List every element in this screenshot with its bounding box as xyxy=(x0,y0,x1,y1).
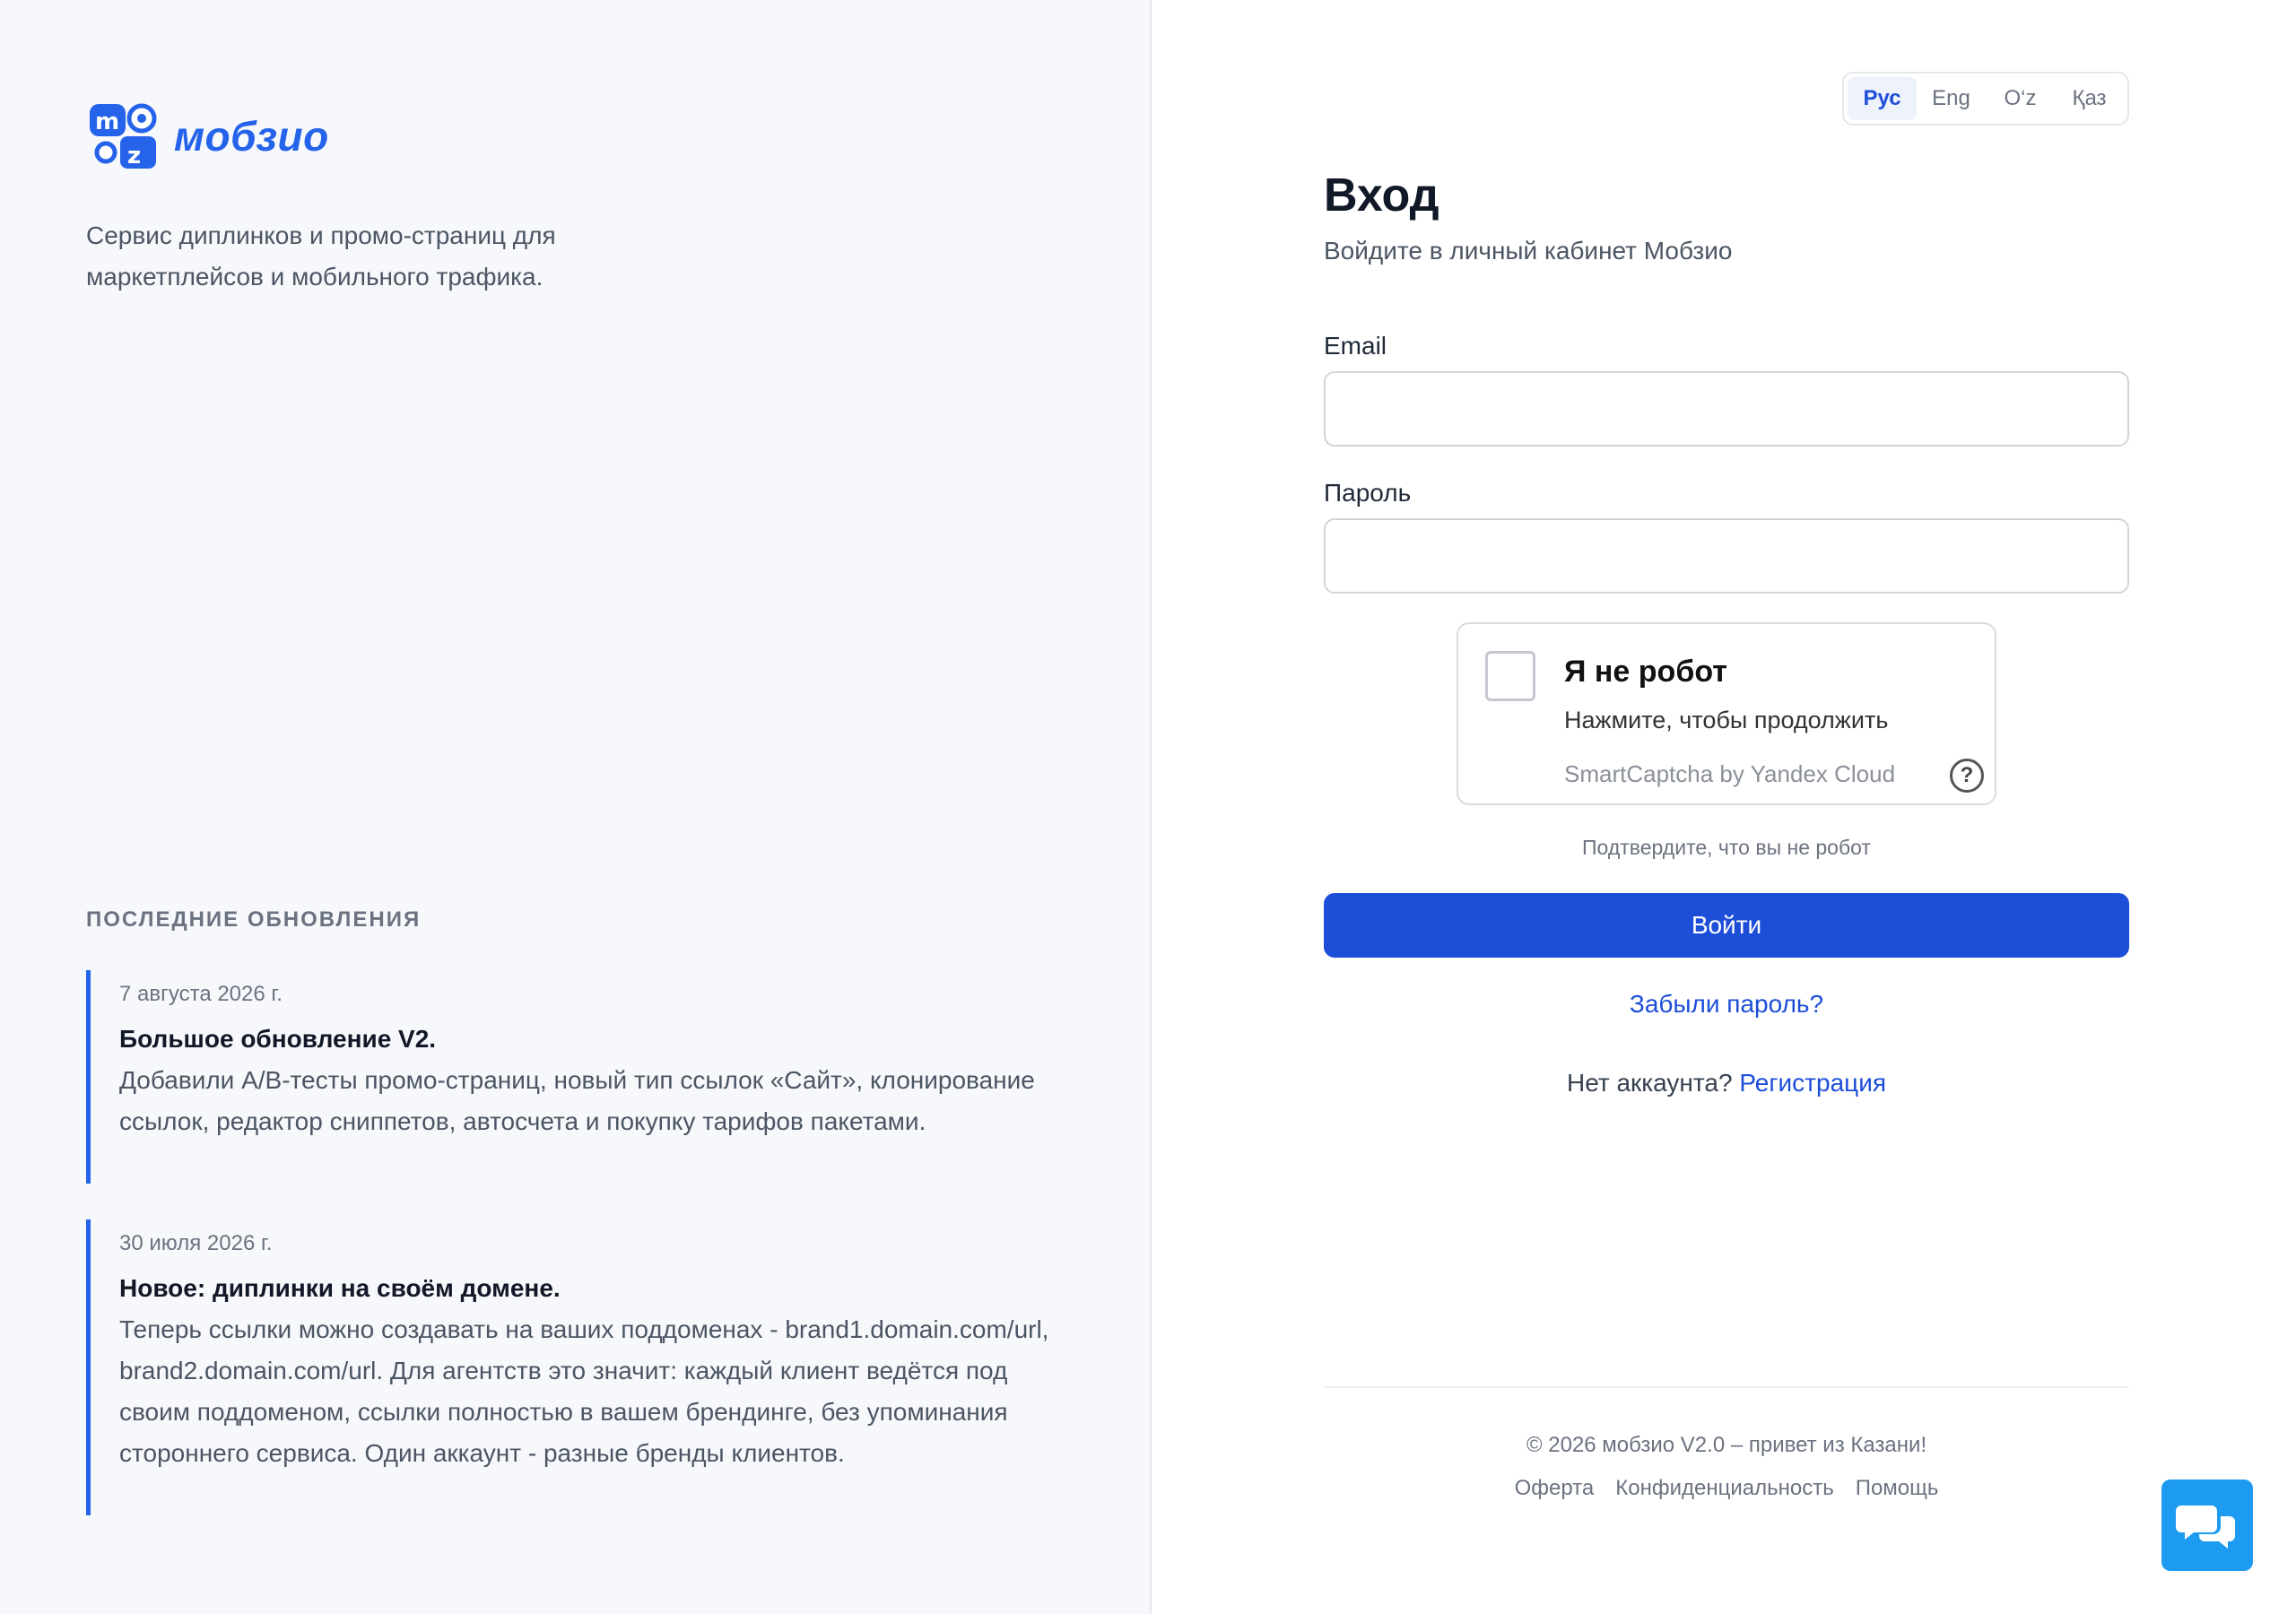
captcha-widget[interactable] xyxy=(1457,622,1996,805)
chat-icon xyxy=(2176,1498,2239,1552)
lang-en[interactable]: Eng xyxy=(1932,86,1970,110)
update-title: Большое обновление V2. xyxy=(119,1025,437,1053)
password-input[interactable] xyxy=(1324,518,2129,594)
logo-text: мобзио xyxy=(174,113,329,160)
svg-text:m: m xyxy=(95,108,120,135)
forgot-password-link[interactable]: Забыли пароль? xyxy=(1629,990,1824,1018)
footer-link-help[interactable]: Помощь xyxy=(1855,1476,1939,1500)
logo-icon xyxy=(86,100,165,172)
email-input[interactable] xyxy=(1324,371,2129,447)
no-account-text: Нет аккаунта? xyxy=(1567,1069,1733,1097)
lang-kz[interactable]: Қаз xyxy=(2072,86,2107,110)
update-item xyxy=(86,970,1055,1184)
captcha-brand: SmartCaptcha by Yandex Cloud xyxy=(1564,760,1896,787)
update-date: 30 июля 2026 г. xyxy=(119,1231,273,1255)
footer-link-offer[interactable]: Оферта xyxy=(1514,1476,1595,1500)
tagline: Сервис диплинков и промо-страниц для маркетплейсов и мобильного трафика. xyxy=(86,221,556,291)
language-switcher xyxy=(1842,72,2129,126)
page-title: Вход xyxy=(1324,169,1439,221)
updates-title: ПОСЛЕДНИЕ ОБНОВЛЕНИЯ xyxy=(86,907,422,932)
lang-uz[interactable]: O‘z xyxy=(2004,86,2037,110)
footer-links xyxy=(1324,1476,2129,1501)
password-label: Пароль xyxy=(1324,479,1412,507)
svg-text:z: z xyxy=(127,143,142,169)
logo[interactable] xyxy=(86,100,329,172)
update-body: Теперь ссылки можно создавать на ваших поддоменах - brand1.domain.com/url, brand2.domain.com/url. Для агентств это значит: каждый клиент ведётся под своим поддоменом, ссылки полностью в вашем брендинге, без упоминания стороннего сервиса. Один аккаунт - разные бренды клиентов. xyxy=(119,1315,1049,1467)
captcha-title: Я не робот xyxy=(1564,655,1727,689)
update-item xyxy=(86,1219,1055,1515)
page-subtitle: Войдите в личный кабинет Мобзио xyxy=(1324,237,1733,265)
captcha-checkbox[interactable] xyxy=(1485,651,1535,701)
login-button[interactable]: Войти xyxy=(1324,893,2129,958)
register-link[interactable]: Регистрация xyxy=(1739,1069,1886,1097)
update-body: Добавили A/B-тесты промо-страниц, новый тип ссылок «Сайт», клонирование ссылок, редактор сниппетов, автосчета и покупку тарифов пакетами. xyxy=(119,1066,1035,1135)
update-date: 7 августа 2026 г. xyxy=(119,982,283,1006)
footer-link-privacy[interactable]: Конфиденциальность xyxy=(1615,1476,1834,1500)
help-icon[interactable]: ? xyxy=(1950,759,1984,793)
update-title: Новое: диплинки на своём домене. xyxy=(119,1274,561,1302)
email-label: Email xyxy=(1324,332,1387,360)
copyright: © 2026 мобзио V2.0 – привет из Казани! xyxy=(1526,1433,1927,1457)
captcha-hint: Подтвердите, что вы не робот xyxy=(1582,836,1871,859)
chat-widget-button[interactable] xyxy=(2161,1480,2253,1571)
captcha-subtitle: Нажмите, чтобы продолжить xyxy=(1564,707,1889,733)
lang-ru[interactable]: Рус xyxy=(1848,77,1917,120)
divider xyxy=(1324,1386,2129,1388)
register-row xyxy=(1324,1069,2129,1098)
